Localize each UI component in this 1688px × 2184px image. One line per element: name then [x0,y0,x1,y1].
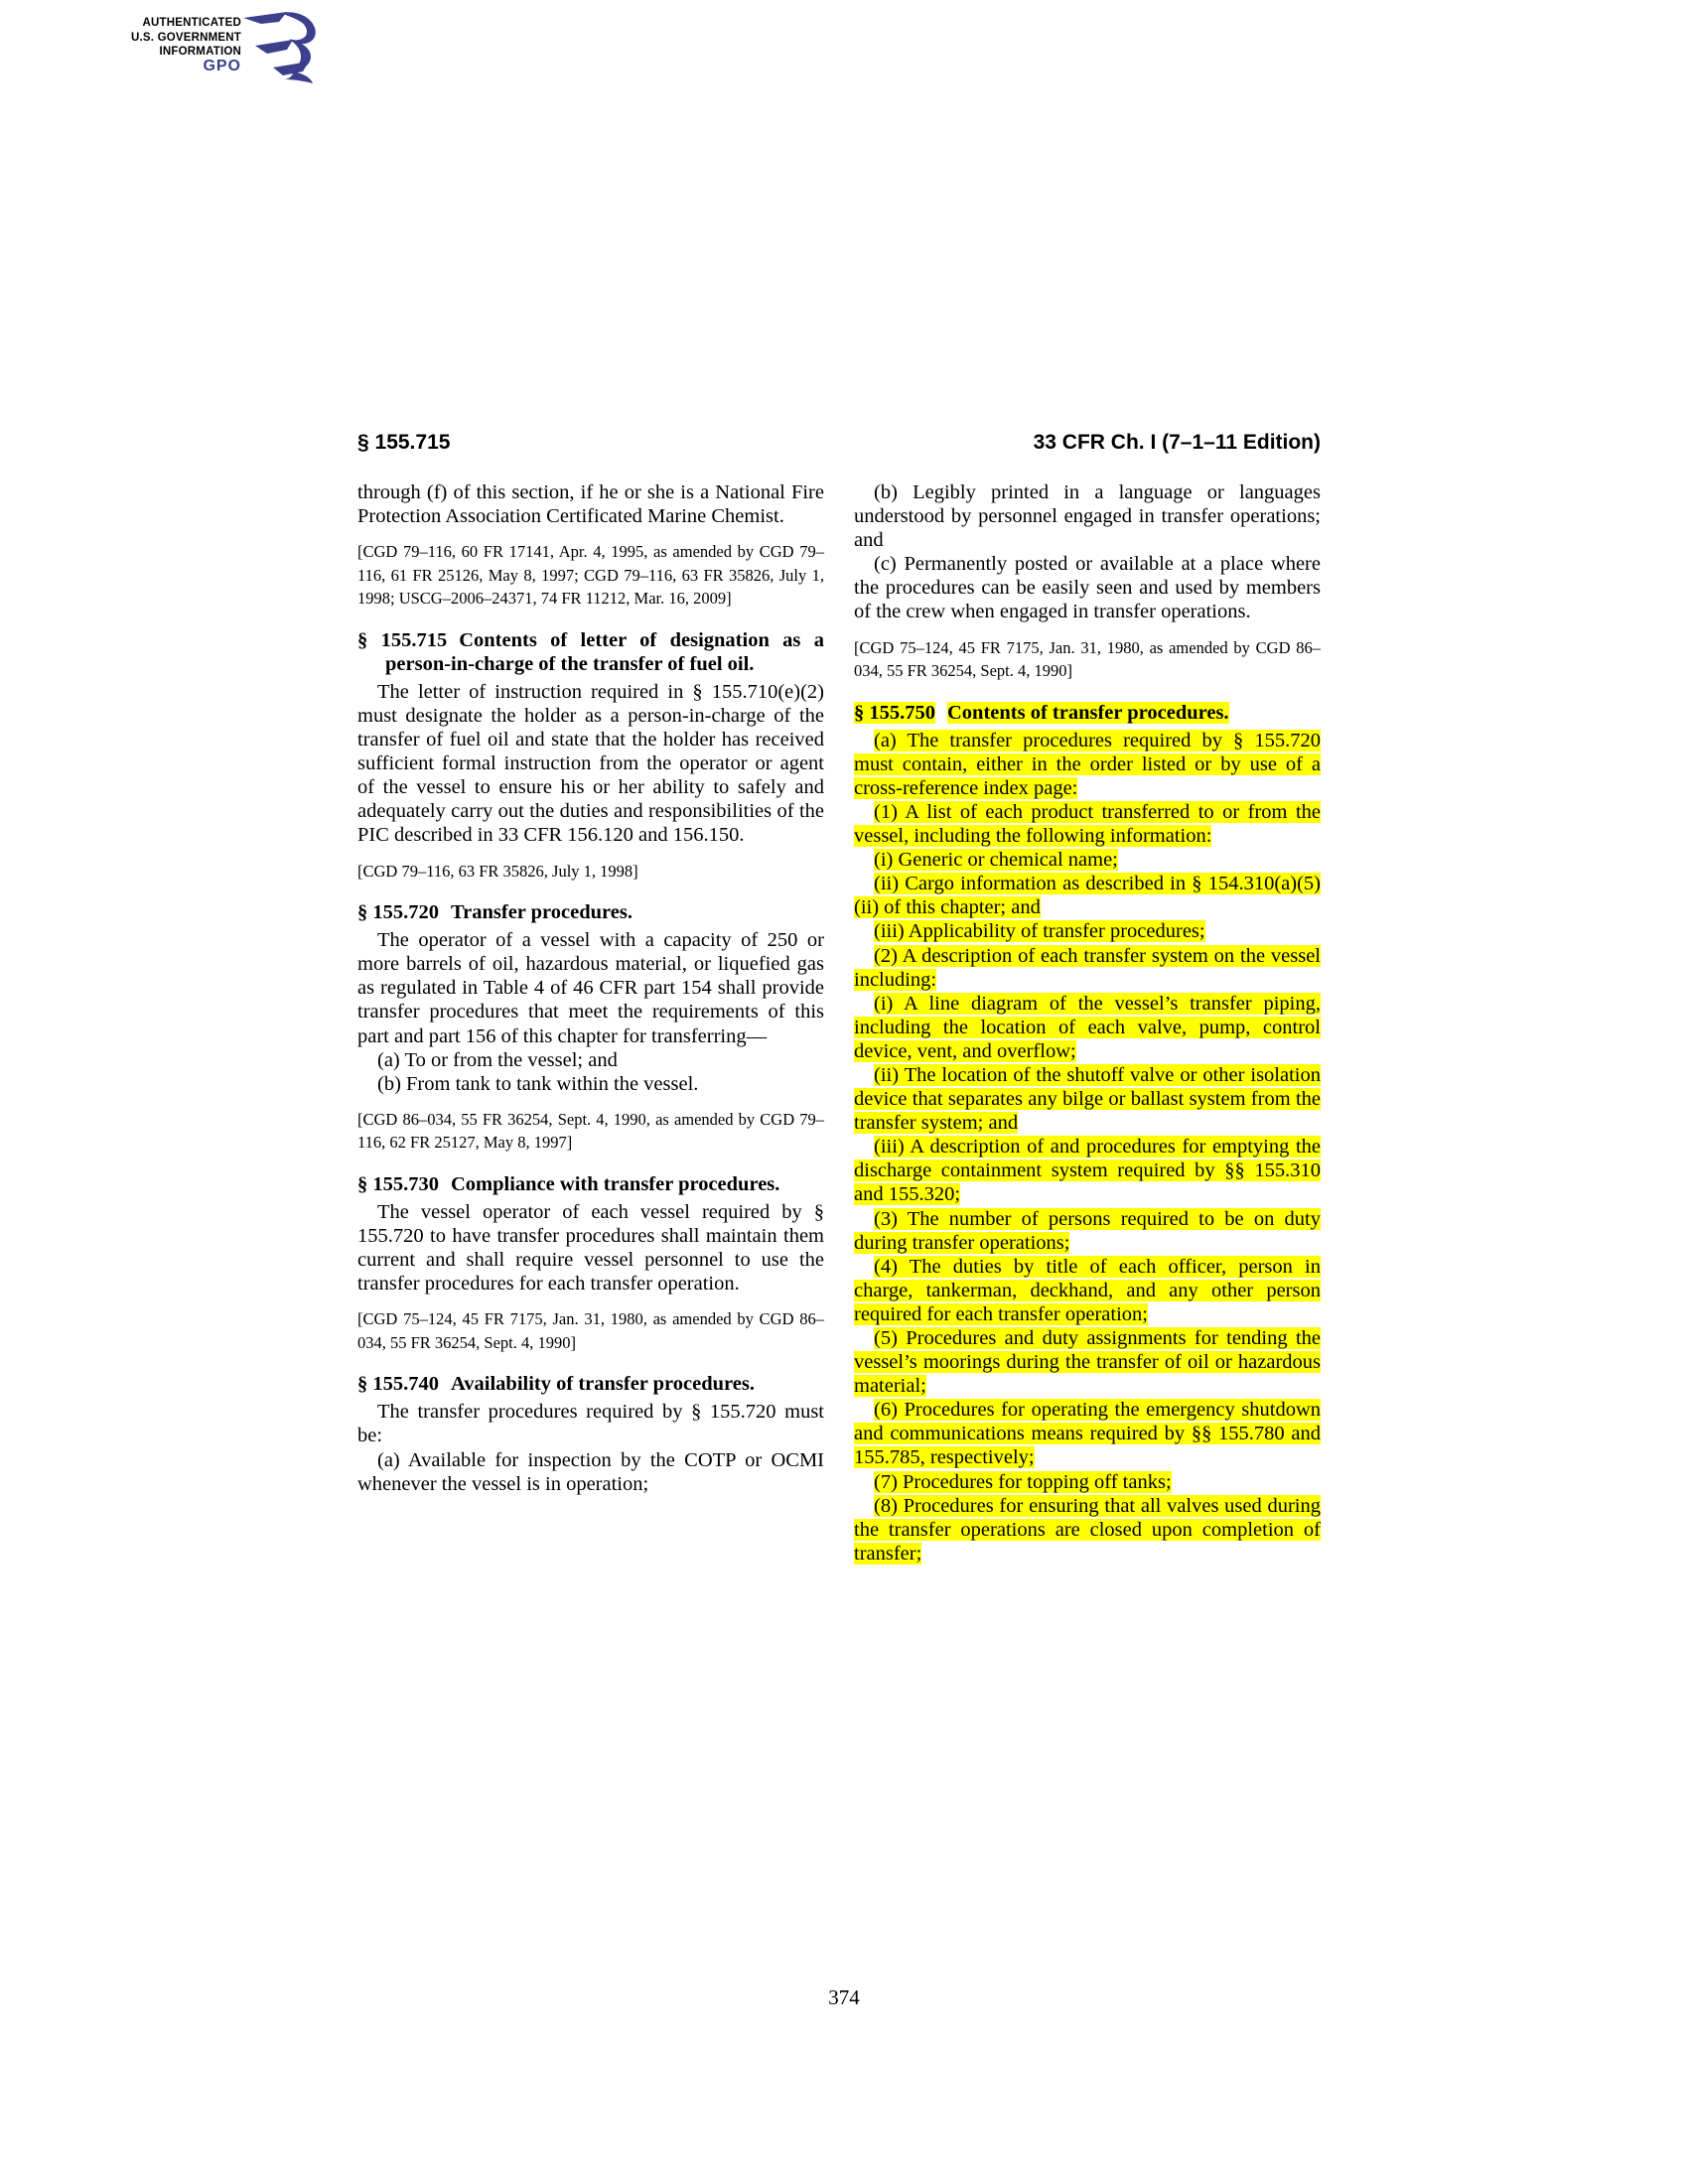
citation-note: [CGD 79–116, 60 FR 17141, Apr. 4, 1995, as amended by CGD 79–116, 61 FR 25126, May 8, 1997; CGD 79–116, 63 FR 35826, July 1, 1998; USCG–2006–24371, 74 FR 11212, Mar. 16, 2009] [357,542,824,609]
carryover-paragraph: through (f) of this section, if he or she is a National Fire Protection Association Certificated Marine Chemist. [357,481,824,528]
section-title: Compliance with transfer procedures. [451,1172,780,1195]
running-head-edition: 33 CFR Ch. I (7–1–11 Edition) [1033,431,1321,454]
section-155-750-item-3: (3) The number of persons required to be on duty during transfer operations; [854,1207,1321,1254]
running-head-section: § 155.715 [357,431,451,454]
section-155-750-item-8: (8) Procedures for ensuring that all valves used during the transfer operations are closed upon completion of transfer; [854,1494,1321,1565]
section-155-750-item-4: (4) The duties by title of each officer, person in charge, tankerman, deckhand, and any other person required for each transfer operation; [854,1255,1321,1325]
seal-line-2: U.S. GOVERNMENT [131,31,241,44]
section-title: Transfer procedures. [451,901,633,924]
section-155-740-item-b: (b) Legibly printed in a language or languages understood by personnel engaged in transfer operations; and [854,481,1321,552]
section-number: § 155.715 [357,628,448,651]
section-number: § 155.740 [357,1373,439,1396]
left-column [357,480,824,1496]
running-head [357,431,1321,455]
section-155-750-item-6: (6) Procedures for operating the emergency shutdown and communications means required by §§ 155.780 and 155.785, respectively; [854,1399,1321,1469]
section-155-750-item-1: (1) A list of each product transferred to or from the vessel, including the following information: [854,800,1321,848]
section-155-740-item-c: (c) Permanently posted or available at a place where the procedures can be easily seen and used by members of the crew when engaged in transfer operations. [854,553,1321,623]
section-heading-155-740 [357,1372,824,1396]
seal-text-block [94,16,241,60]
section-155-720-item-b: (b) From tank to tank within the vessel. [377,1072,699,1095]
section-heading-155-715 [357,628,824,676]
section-number: § 155.750 [854,701,935,724]
section-title: Contents of transfer procedures. [947,701,1229,724]
seal-gpo-label: GPO [203,58,241,74]
right-column [854,480,1321,1566]
section-155-720-item-a: (a) To or from the vessel; and [377,1048,618,1071]
section-155-750-paragraph-a: (a) The transfer procedures required by § 155.720 must contain, either in the order listed or by use of a cross-reference index page: [854,729,1321,799]
section-155-715-body: The letter of instruction required in § 155.710(e)(2) must designate the holder as a person-in-charge of the transfer of fuel oil and state that the holder has received sufficient formal instruction from the operator or agent of the vessel to ensure his or her ability to safely and adequately carry out the duties and responsibilities of the PIC described in 33 CFR 156.120 and 156.150. [357,680,824,847]
section-heading-155-720 [357,900,824,924]
citation-note: [CGD 75–124, 45 FR 7175, Jan. 31, 1980, as amended by CGD 86–034, 55 FR 36254, Sept. 4, 1990] [357,1309,824,1352]
seal-line-1: AUTHENTICATED [142,17,241,29]
citation-note: [CGD 86–034, 55 FR 36254, Sept. 4, 1990, as amended by CGD 79–116, 62 FR 25127, May 8, 1997] [357,1109,824,1153]
seal-line-3: INFORMATION [159,46,241,58]
section-155-740-item-a: (a) Available for inspection by the COTP or OCMI whenever the vessel is in operation; [357,1448,824,1495]
section-title: Contents of letter of designation as a person-in-charge of the transfer of fuel oil. [385,628,824,675]
section-number: § 155.720 [357,901,439,924]
section-155-750-item-5: (5) Procedures and duty assignments for tending the vessel’s moorings during the transfer of oil or hazardous material; [854,1327,1321,1398]
section-155-740-body: The transfer procedures required by § 155.720 must be: [357,1401,824,1447]
section-155-750-item-1-iii: (iii) Applicability of transfer procedures; [874,920,1205,943]
section-title: Availability of transfer procedures. [451,1373,755,1396]
section-155-750-item-1-ii: (ii) Cargo information as described in § 154.310(a)(5)(ii) of this chapter; and [854,873,1321,919]
section-155-750-item-1-i: (i) Generic or chemical name; [874,849,1118,872]
section-155-750-item-2-ii: (ii) The location of the shutoff valve or other isolation device that separates any bilge or ballast system from the transfer system; and [854,1063,1321,1135]
section-155-750-item-2-i: (i) A line diagram of the vessel’s transfer piping, including the location of each valve, pump, control device, vent, and overflow; [854,992,1321,1062]
citation-note: [CGD 79–116, 63 FR 35826, July 1, 1998] [357,861,638,881]
section-155-730-body: The vessel operator of each vessel required by § 155.720 to have transfer procedures shall maintain them current and shall require vessel personnel to use the transfer procedures for each transfer operation. [357,1200,824,1296]
gpo-authentication-seal [94,10,323,89]
gpo-eagle-icon [235,10,323,87]
section-number: § 155.730 [357,1172,439,1195]
citation-note: [CGD 75–124, 45 FR 7175, Jan. 31, 1980, as amended by CGD 86–034, 55 FR 36254, Sept. 4, 1990] [854,637,1321,681]
page-number: 374 [828,1985,860,2009]
section-155-750-item-7: (7) Procedures for topping off tanks; [874,1470,1172,1493]
section-heading-155-750 [854,701,1321,725]
section-155-720-body: The operator of a vessel with a capacity of 250 or more barrels of oil, hazardous material, or liquefied gas as regulated in Table 4 of 46 CFR part 154 shall provide transfer procedures that meet the requirements of this part and part 156 of this chapter for transferring— [357,929,824,1047]
section-155-750-item-2: (2) A description of each transfer system on the vessel including: [854,944,1321,991]
section-heading-155-730 [357,1172,824,1196]
section-155-750-item-2-iii: (iii) A description of and procedures for emptying the discharge containment system required by §§ 155.310 and 155.320; [854,1136,1321,1206]
